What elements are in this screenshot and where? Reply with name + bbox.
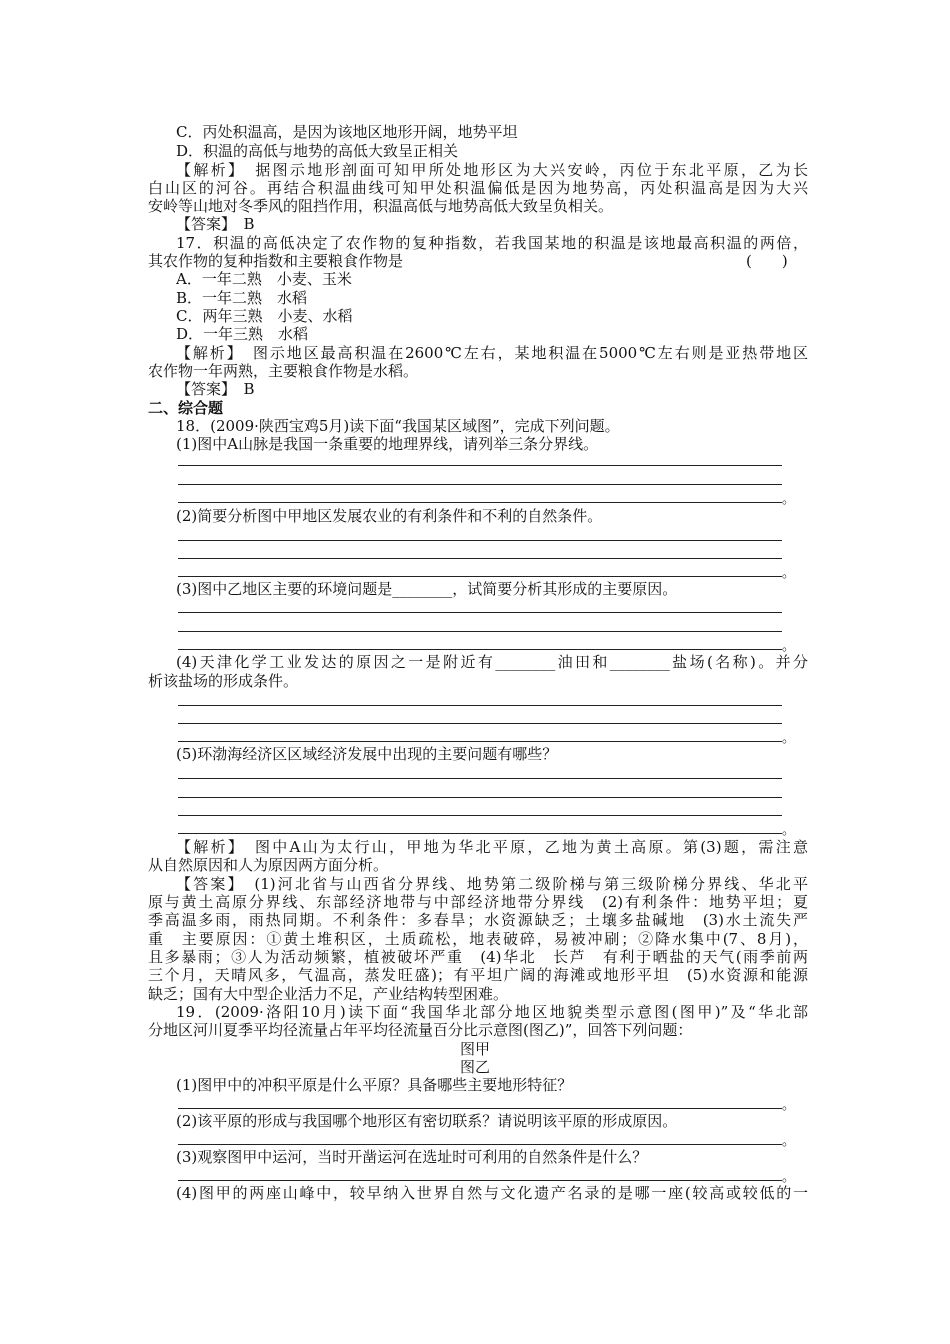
answer-blank-line <box>178 649 782 650</box>
answer-blank-line <box>178 815 782 816</box>
q18-answer-line: 且多暴雨；③人为活动频繁，植被破坏严重 (4)华北 长芦 有利于晒盐的天气(雨季前两 <box>148 948 808 966</box>
figure-a-caption: 图甲 <box>459 1040 490 1058</box>
answer-blank-line <box>178 723 782 724</box>
answer-blank-line <box>178 705 782 706</box>
answer-blank-line <box>178 741 782 742</box>
q18-analysis-line: 从自然原因和人为原因两方面分析。 <box>148 856 389 874</box>
q19-sub1: (1)图甲中的冲积平原是什么平原？具备哪些主要地形特征？ <box>176 1076 573 1094</box>
answer-blank-line <box>178 484 782 485</box>
blank-period: 。 <box>782 823 796 838</box>
q18-sub3: (3)图中乙地区主要的环境问题是________，试简要分析其形成的主要原因。 <box>176 580 678 598</box>
q18-answer-line: 【答案】 (1)河北省与山西省分界线、地势第二级阶梯与第三级阶梯分界线、华北平 <box>176 875 808 893</box>
blank-period: 。 <box>782 1098 796 1113</box>
answer-blank-line <box>178 540 782 541</box>
q17-answer: 【答案】 B <box>176 380 255 398</box>
answer-blank-line <box>178 778 782 779</box>
q17-analysis-line: 农作物一年两熟，主要粮食作物是水稻。 <box>148 362 419 380</box>
q18-sub1: (1)图中A山脉是我国一条重要的地理界线，请列举三条分界线。 <box>176 435 599 453</box>
answer-blank-line <box>178 833 782 834</box>
q18-analysis-line: 【解析】 图中A山为太行山，甲地为华北平原，乙地为黄土高原。第(3)题，需注意 <box>176 838 808 856</box>
q16-option-c: C．丙处积温高，是因为该地区地形开阔，地势平坦 <box>176 123 518 141</box>
q17-stem-line: 17．积温的高低决定了农作物的复种指数，若我国某地的积温是该地最高积温的两倍， <box>176 234 808 252</box>
figure-b-caption: 图乙 <box>459 1058 490 1076</box>
q17-option-b: B．一年二熟 水稻 <box>176 289 308 307</box>
answer-blank-line <box>178 612 782 613</box>
q17-analysis-line: 【解析】 图示地区最高积温在2600℃左右，某地积温在5000℃左右则是亚热带地区 <box>176 344 808 362</box>
answer-blank-line <box>178 631 782 632</box>
blank-period: 。 <box>782 1170 796 1185</box>
q16-answer: 【答案】 B <box>176 215 255 233</box>
q16-analysis-line: 白山区的河谷。再结合积温曲线可知甲处积温偏低是因为地势高，丙处积温高是因为大兴 <box>148 179 808 197</box>
q18-answer-line: 季高温多雨，雨热同期。不利条件：多春旱；水资源缺乏；土壤多盐碱地 (3)水土流失严 <box>148 911 808 929</box>
q17-option-a: A．一年二熟 小麦、玉米 <box>176 270 352 288</box>
section-title: 二、综合题 <box>148 399 224 417</box>
answer-blank-line <box>178 1180 782 1181</box>
q19-sub3: (3)观察图甲中运河，当时开凿运河在选址时可利用的自然条件是什么？ <box>176 1148 648 1166</box>
q18-answer-line: 重 主要原因：①黄土堆积区，土质疏松，地表破碎，易被冲刷；②降水集中(7、8月)， <box>148 930 808 948</box>
q18-answer-line: 原与黄土高原分界线、东部经济地带与中部经济地带分界线 (2)有利条件：地势平坦；夏 <box>148 893 808 911</box>
q19-sub4: (4)图甲的两座山峰中，较早纳入世界自然与文化遗产名录的是哪一座(较高或较低的一 <box>176 1184 808 1202</box>
q18-sub4-line: (4)天津化学工业发达的原因之一是附近有________油田和________盐场(名称)。并分 <box>176 653 808 671</box>
blank-period: 。 <box>782 566 796 581</box>
q17-option-d: D．一年三熟 水稻 <box>176 325 309 343</box>
q18-answer-line: 缺乏；国有大中型企业活力不足，产业结构转型困难。 <box>148 985 509 1003</box>
answer-blank-line <box>178 502 782 503</box>
q18-sub2: (2)简要分析图中甲地区发展农业的有利条件和不利的自然条件。 <box>176 507 603 525</box>
answer-blank-line <box>178 797 782 798</box>
q18-sub5: (5)环渤海经济区区域经济发展中出现的主要问题有哪些？ <box>176 745 558 763</box>
blank-period: 。 <box>782 639 796 654</box>
q16-analysis-line: 【解析】 据图示地形剖面可知甲所处地形区为大兴安岭，丙位于东北平原，乙为长 <box>176 161 808 179</box>
q19-stem-line: 19．(2009·洛阳10月)读下面“我国华北部分地区地貌类型示意图(图甲)”及“华北部 <box>176 1003 808 1021</box>
blank-period: 。 <box>782 731 796 746</box>
q18-sub4-line: 析该盐场的形成条件。 <box>148 672 299 690</box>
answer-blank-line <box>178 558 782 559</box>
answer-blank-line <box>178 576 782 577</box>
blank-period: 。 <box>782 492 796 507</box>
answer-blank-line <box>178 1108 782 1109</box>
answer-blank-line <box>178 465 782 466</box>
q19-stem-line: 分地区河川夏季平均径流量占年平均径流量百分比示意图(图乙)”，回答下列问题： <box>148 1021 693 1039</box>
q17-stem-line: 其农作物的复种指数和主要粮食作物是 <box>148 252 404 270</box>
q17-answer-bracket: ( ) <box>746 252 788 270</box>
q19-sub2: (2)该平原的形成与我国哪个地形区有密切联系？请说明该平原的形成原因。 <box>176 1112 678 1130</box>
q16-analysis-line: 安岭等山地对冬季风的阻挡作用，积温高低与地势高低大致呈负相关。 <box>148 197 614 215</box>
q18-stem: 18．(2009·陕西宝鸡5月)读下面“我国某区域图”，完成下列问题。 <box>176 417 620 435</box>
blank-period: 。 <box>782 1134 796 1149</box>
answer-blank-line <box>178 1144 782 1145</box>
q18-answer-line: 三个月，天晴风多，气温高，蒸发旺盛)；有平坦广阔的海滩或地形平坦 (5)水资源和能源 <box>148 966 808 984</box>
q16-option-d: D．积温的高低与地势的高低大致呈正相关 <box>176 142 459 160</box>
q17-option-c: C．两年三熟 小麦、水稻 <box>176 307 353 325</box>
